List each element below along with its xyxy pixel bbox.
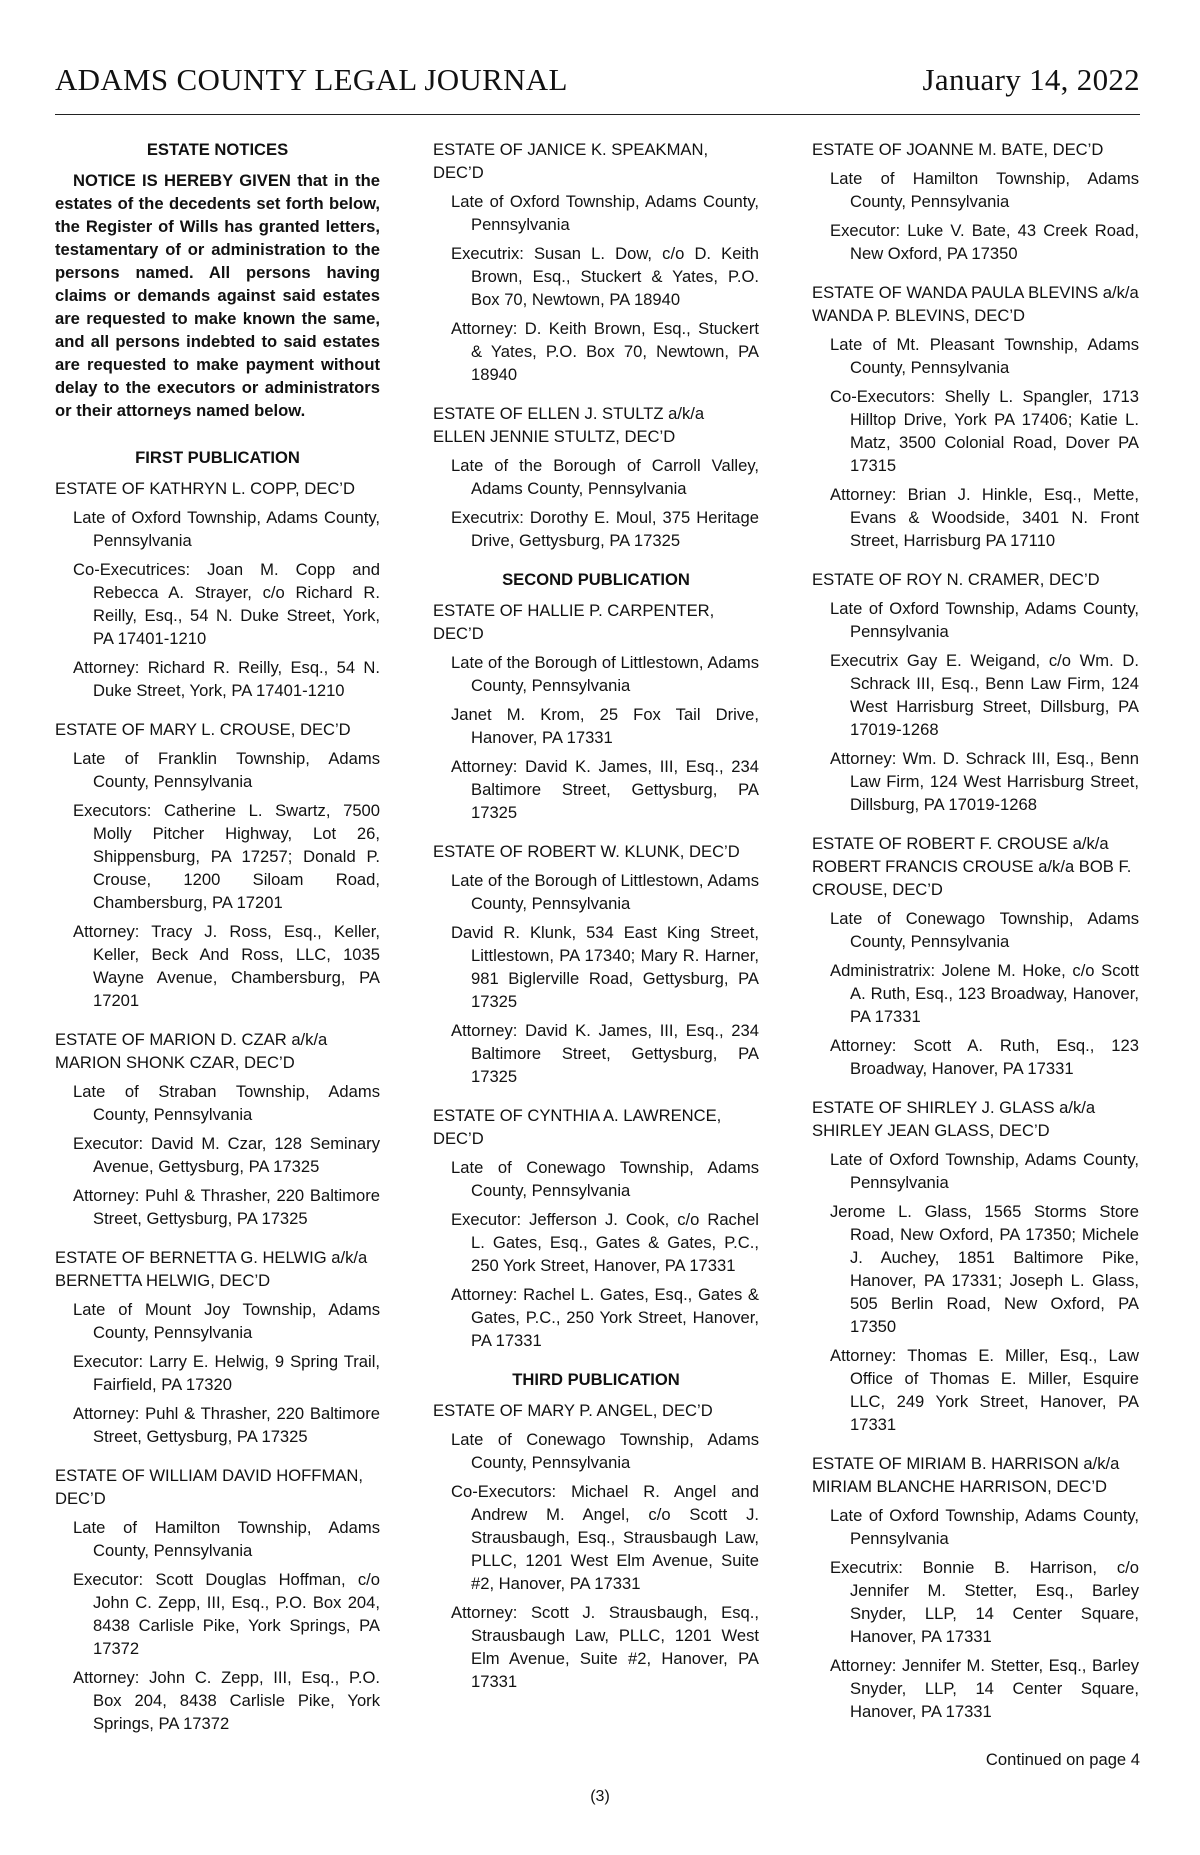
estate-detail: Attorney: D. Keith Brown, Esq., Stuckert & Yates, P.O. Box 70, Newtown, PA 18940 <box>451 319 759 384</box>
estate-entry <box>433 599 759 824</box>
estate-entry <box>812 1096 1139 1436</box>
estate-detail: Attorney: Rachel L. Gates, Esq., Gates & Gates, P.C., 250 York Street, Hanover, PA 17331 <box>451 1285 759 1350</box>
estate-detail: Attorney: Thomas E. Miller, Esq., Law Office of Thomas E. Miller, Esquire LLC, 249 York Street, Hanover, PA 17331 <box>830 1346 1139 1434</box>
estate-detail: Late of Hamilton Township, Adams County, Pennsylvania <box>830 169 1139 211</box>
estate-entry <box>812 138 1139 265</box>
estate-detail: Attorney: Richard R. Reilly, Esq., 54 N. Duke Street, York, PA 17401-1210 <box>73 658 380 700</box>
section-heading: SECOND PUBLICATION <box>502 570 690 589</box>
estate-entry <box>812 568 1139 816</box>
estate-entry <box>812 1452 1139 1723</box>
estate-title: ESTATE OF CYNTHIA A. LAWRENCE, DEC’D <box>433 1106 722 1148</box>
estate-detail: Late of Oxford Township, Adams County, Pennsylvania <box>830 1150 1139 1192</box>
estate-title: ESTATE OF MIRIAM B. HARRISON a/k/a MIRIAM BLANCHE HARRISON, DEC’D <box>812 1454 1120 1496</box>
estate-entry <box>433 1104 759 1352</box>
estate-entry <box>55 1246 380 1448</box>
estate-entry <box>433 402 759 552</box>
estate-detail: Co-Executrices: Joan M. Copp and Rebecca A. Strayer, c/o Richard R. Reilly, Esq., 54 N. Duke Street, York, PA 17401-1210 <box>73 560 380 648</box>
estate-title: ESTATE OF MARY L. CROUSE, DEC’D <box>55 720 351 739</box>
estate-detail: Attorney: Brian J. Hinkle, Esq., Mette, Evans & Woodside, 3401 N. Front Street, Harrisburg PA 17110 <box>830 485 1139 550</box>
estate-detail: Executor: Larry E. Helwig, 9 Spring Trail, Fairfield, PA 17320 <box>73 1352 380 1394</box>
estate-detail: Attorney: David K. James, III, Esq., 234 Baltimore Street, Gettysburg, PA 17325 <box>451 757 759 822</box>
estate-detail: Late of Franklin Township, Adams County, Pennsylvania <box>73 749 380 791</box>
journal-header <box>55 62 1140 115</box>
estate-detail: Executor: Jefferson J. Cook, c/o Rachel L. Gates, Esq., Gates & Gates, P.C., 250 York Street, Hanover, PA 17331 <box>451 1210 759 1275</box>
section-heading: FIRST PUBLICATION <box>135 448 300 467</box>
estate-detail: Late of the Borough of Littlestown, Adams County, Pennsylvania <box>451 653 759 695</box>
column-2 <box>433 138 759 1709</box>
estate-detail: Late of Mt. Pleasant Township, Adams County, Pennsylvania <box>830 335 1139 377</box>
estate-detail: Executor: Scott Douglas Hoffman, c/o John C. Zepp, III, Esq., P.O. Box 204, 8438 Carlisle Pike, York Springs, PA 17372 <box>73 1570 380 1658</box>
estate-detail: Late of Mount Joy Township, Adams County, Pennsylvania <box>73 1300 380 1342</box>
page-number: (3) <box>590 1788 610 1805</box>
estate-title: ESTATE OF ROBERT W. KLUNK, DEC’D <box>433 842 740 861</box>
estate-detail: Late of Conewago Township, Adams County, Pennsylvania <box>451 1430 759 1472</box>
estate-title: ESTATE OF WILLIAM DAVID HOFFMAN, DEC’D <box>55 1466 363 1508</box>
estate-detail: Executor: David M. Czar, 128 Seminary Avenue, Gettysburg, PA 17325 <box>73 1134 380 1176</box>
estate-detail: Attorney: Tracy J. Ross, Esq., Keller, Keller, Beck And Ross, LLC, 1035 Wayne Avenue, Chambersburg, PA 17201 <box>73 922 380 1010</box>
estate-detail: Late of Oxford Township, Adams County, Pennsylvania <box>830 599 1139 641</box>
estate-title: ESTATE OF ROBERT F. CROUSE a/k/a ROBERT FRANCIS CROUSE a/k/a BOB F. CROUSE, DEC’D <box>812 834 1132 899</box>
estate-detail: Late of the Borough of Littlestown, Adams County, Pennsylvania <box>451 871 759 913</box>
estate-detail: Attorney: Puhl & Thrasher, 220 Baltimore Street, Gettysburg, PA 17325 <box>73 1404 380 1446</box>
section-heading: THIRD PUBLICATION <box>512 1370 680 1389</box>
estate-title: ESTATE OF BERNETTA G. HELWIG a/k/a BERNETTA HELWIG, DEC’D <box>55 1248 368 1290</box>
column-3 <box>812 138 1139 1739</box>
estate-detail: Attorney: David K. James, III, Esq., 234 Baltimore Street, Gettysburg, PA 17325 <box>451 1021 759 1086</box>
estate-entry <box>55 718 380 1012</box>
estate-detail: David R. Klunk, 534 East King Street, Littlestown, PA 17340; Mary R. Harner, 981 Biglerville Road, Gettysburg, PA 17325 <box>451 923 759 1011</box>
continued-note: Continued on page 4 <box>985 1750 1140 1769</box>
estate-title: ESTATE OF MARY P. ANGEL, DEC’D <box>433 1401 713 1420</box>
issue-date: January 14, 2022 <box>922 62 1140 97</box>
estate-entry <box>812 832 1139 1080</box>
estate-title: ESTATE OF MARION D. CZAR a/k/a MARION SHONK CZAR, DEC’D <box>55 1030 328 1072</box>
estate-entry <box>55 477 380 702</box>
estate-detail: Late of the Borough of Carroll Valley, Adams County, Pennsylvania <box>451 456 759 498</box>
estate-detail: Executrix: Dorothy E. Moul, 375 Heritage Drive, Gettysburg, PA 17325 <box>451 508 759 550</box>
estate-entry <box>433 1399 759 1693</box>
estate-entry <box>55 1028 380 1230</box>
estate-detail: Attorney: Scott J. Strausbaugh, Esq., Strausbaugh Law, PLLC, 1201 West Elm Avenue, Suite #2, Hanover, PA 17331 <box>451 1603 759 1691</box>
estate-detail: Late of Hamilton Township, Adams County, Pennsylvania <box>73 1518 380 1560</box>
estate-entry <box>812 281 1139 552</box>
estate-title: ESTATE OF ROY N. CRAMER, DEC’D <box>812 570 1100 589</box>
estate-title: ESTATE OF ELLEN J. STULTZ a/k/a ELLEN JENNIE STULTZ, DEC’D <box>433 404 705 446</box>
estate-detail: Late of Conewago Township, Adams County, Pennsylvania <box>451 1158 759 1200</box>
estate-entry <box>433 138 759 386</box>
estate-detail: Attorney: Puhl & Thrasher, 220 Baltimore Street, Gettysburg, PA 17325 <box>73 1186 380 1228</box>
estate-detail: Attorney: Wm. D. Schrack III, Esq., Benn Law Firm, 124 West Harrisburg Street, Dillsburg, PA 17019-1268 <box>830 749 1139 814</box>
journal-title: ADAMS COUNTY LEGAL JOURNAL <box>55 62 568 97</box>
estate-detail: Executrix: Bonnie B. Harrison, c/o Jennifer M. Stetter, Esq., Barley Snyder, LLP, 14 Center Square, Hanover, PA 17331 <box>830 1558 1139 1646</box>
estate-title: ESTATE OF SHIRLEY J. GLASS a/k/a SHIRLEY JEAN GLASS, DEC’D <box>812 1098 1096 1140</box>
notice-intro: NOTICE IS HEREBY GIVEN that in the estates of the decedents set forth below, the Register of Wills has granted letters, testamentary of or administration to the persons named. All persons having claims or demands against said estates are requested to make known the same, and all persons indebted to said estates are requested to make payment without delay to the executors or administrators or their attorneys named below. <box>55 171 380 420</box>
estate-detail: Attorney: Jennifer M. Stetter, Esq., Barley Snyder, LLP, 14 Center Square, Hanover, PA 17331 <box>830 1656 1139 1721</box>
estate-title: ESTATE OF JOANNE M. BATE, DEC’D <box>812 140 1104 159</box>
estate-detail: Co-Executors: Shelly L. Spangler, 1713 Hilltop Drive, York PA 17406; Katie L. Matz, 3500 Colonial Road, Dover PA 17315 <box>830 387 1139 475</box>
estate-detail: Late of Conewago Township, Adams County, Pennsylvania <box>830 909 1139 951</box>
estate-detail: Janet M. Krom, 25 Fox Tail Drive, Hanover, PA 17331 <box>451 705 759 747</box>
estate-detail: Late of Oxford Township, Adams County, Pennsylvania <box>73 508 380 550</box>
estate-title: ESTATE OF HALLIE P. CARPENTER, DEC’D <box>433 601 715 643</box>
column-1 <box>55 138 380 1751</box>
estate-detail: Executors: Catherine L. Swartz, 7500 Molly Pitcher Highway, Lot 26, Shippensburg, PA 17257; Donald P. Crouse, 1200 Siloam Road, Chambersburg, PA 17201 <box>73 801 380 912</box>
section-heading: ESTATE NOTICES <box>146 140 289 159</box>
estate-detail: Jerome L. Glass, 1565 Storms Store Road, New Oxford, PA 17350; Michele J. Auchey, 1851 Baltimore Pike, Hanover, PA 17331; Joseph L. Glass, 505 Berlin Road, New Oxford, PA 17350 <box>830 1202 1139 1336</box>
estate-detail: Administratrix: Jolene M. Hoke, c/o Scott A. Ruth, Esq., 123 Broadway, Hanover, PA 17331 <box>830 961 1139 1026</box>
estate-detail: Executor: Luke V. Bate, 43 Creek Road, New Oxford, PA 17350 <box>830 221 1139 263</box>
estate-detail: Late of Straban Township, Adams County, Pennsylvania <box>73 1082 380 1124</box>
estate-detail: Executrix: Susan L. Dow, c/o D. Keith Brown, Esq., Stuckert & Yates, P.O. Box 70, Newtown, PA 18940 <box>451 244 759 309</box>
estate-detail: Attorney: John C. Zepp, III, Esq., P.O. Box 204, 8438 Carlisle Pike, York Springs, PA 17372 <box>73 1668 380 1733</box>
estate-entry <box>433 840 759 1088</box>
estate-detail: Co-Executors: Michael R. Angel and Andrew M. Angel, c/o Scott J. Strausbaugh, Esq., Strausbaugh Law, PLLC, 1201 West Elm Avenue, Suite #2, Hanover, PA 17331 <box>451 1482 759 1593</box>
estate-title: ESTATE OF JANICE K. SPEAKMAN, DEC’D <box>433 140 709 182</box>
estate-title: ESTATE OF WANDA PAULA BLEVINS a/k/a WANDA P. BLEVINS, DEC’D <box>812 283 1139 325</box>
estate-detail: Attorney: Scott A. Ruth, Esq., 123 Broadway, Hanover, PA 17331 <box>830 1036 1139 1078</box>
estate-entry <box>55 1464 380 1735</box>
estate-detail: Late of Oxford Township, Adams County, Pennsylvania <box>830 1506 1139 1548</box>
estate-detail: Late of Oxford Township, Adams County, Pennsylvania <box>451 192 759 234</box>
estate-detail: Executrix Gay E. Weigand, c/o Wm. D. Schrack III, Esq., Benn Law Firm, 124 West Harrisburg Street, Dillsburg, PA 17019-1268 <box>830 651 1139 739</box>
estate-title: ESTATE OF KATHRYN L. COPP, DEC’D <box>55 479 355 498</box>
